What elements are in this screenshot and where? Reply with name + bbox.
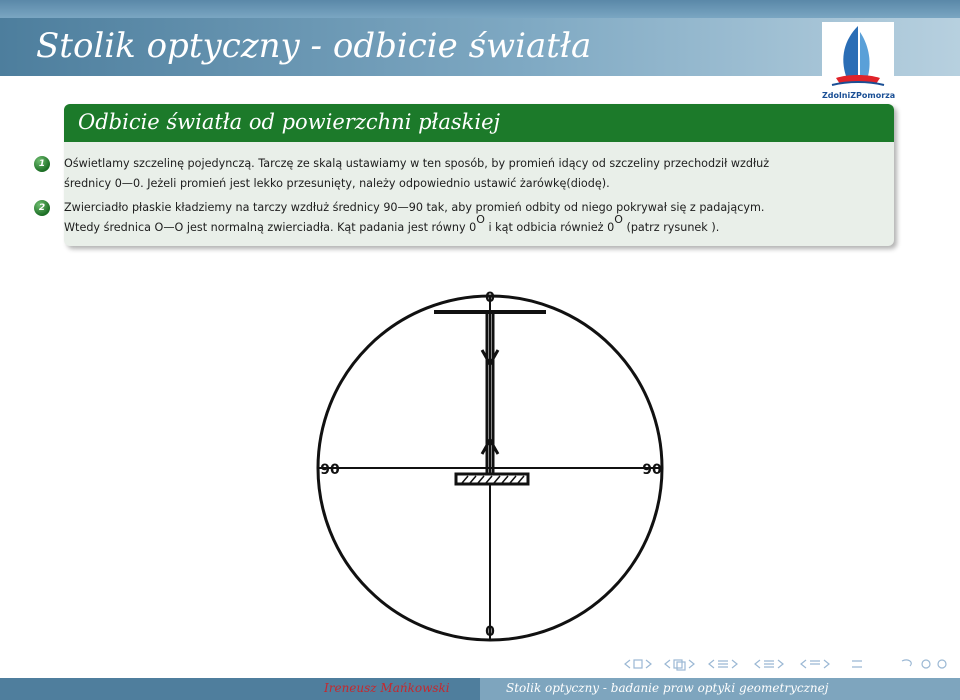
logo-sail-icon [822,22,894,90]
top-strip [0,0,960,18]
item-2-line-1: Zwierciadło płaskie kładziemy na tarczy wzdłuż średnicy 90—90 tak, aby promień odbity od niego pokrywał się z padającym. [64,201,765,214]
beamer-navigation-bar[interactable] [622,657,952,671]
degree-mark: O [476,213,485,226]
item-2-text-b: i kąt odbicia również 0 [484,221,615,234]
item-1-line-1: Oświetlamy szczelinę pojedynczą. Tarczę ze skalą ustawiamy w ten sposób, by promień idący od szczeliny przechodził wzdłuż [64,157,770,170]
list-item-2 [38,198,824,238]
list-item-1 [38,154,824,194]
mirror [456,474,528,484]
optical-disk-diagram [300,268,680,658]
degree-mark: O [614,213,623,226]
label-0-bottom: 0 [485,624,495,640]
footer-subtitle: Stolik optyczny - badanie praw optyki geometrycznej [506,681,829,695]
nav-arrows-icon[interactable] [622,657,952,671]
label-90-right: 90 [642,462,662,478]
logo-text: ZdolniZPomorza [822,91,896,100]
label-90-left: 90 [320,462,340,478]
footer-author: Ireneusz Mańkowski [324,681,450,695]
item-2-line-2 [64,213,824,238]
item-1-line-2: średnicy 0—0. Jeżeli promień jest lekko przesunięty, należy odpowiednio ustawić żarówkę(diodę). [64,177,610,190]
page-title: Stolik optyczny - odbicie światła [36,26,592,66]
label-0-top: 0 [485,290,495,306]
item-2-text-a: Wtedy średnica O—O jest normalną zwierciadła. Kąt padania jest równy 0 [64,221,477,234]
zdolni-z-pomorza-logo [822,22,894,102]
item-2-text-c: (patrz rysunek ). [622,221,720,234]
footer [0,678,960,700]
block-title: Odbicie światła od powierzchni płaskiej [78,110,501,134]
item-number-badge: 2 [34,200,50,216]
item-number-badge: 1 [34,156,50,172]
